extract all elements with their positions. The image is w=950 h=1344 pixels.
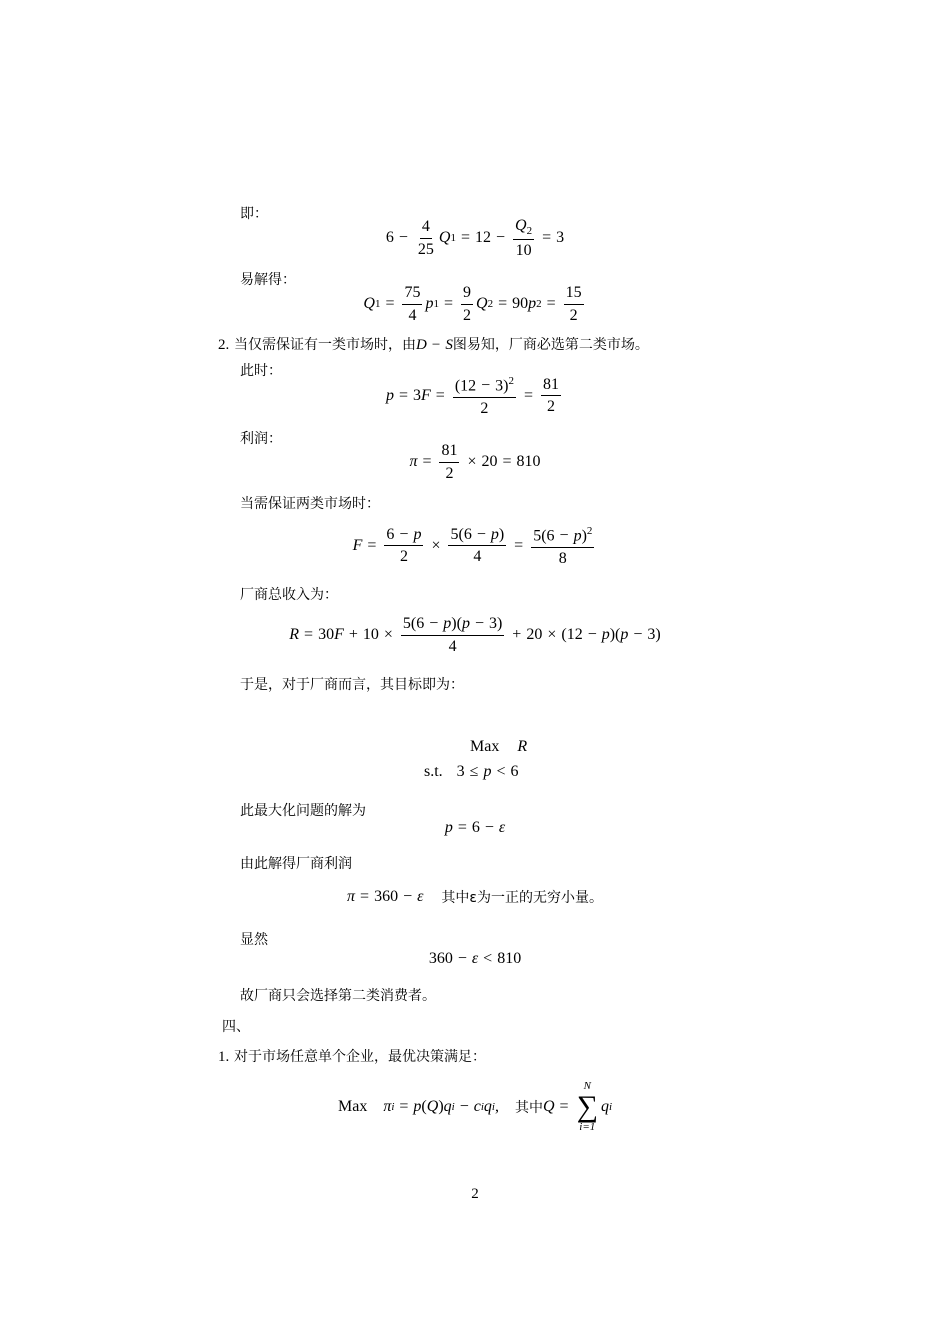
page-number-text: 2 (471, 1185, 479, 1202)
item-2: 2. 当仅需保证有一类市场时，由 D − S 图易知，厂商必选第二类市场。 (218, 337, 649, 353)
item-1-text: 对于市场任意单个企业，最优决策满足： (234, 1049, 487, 1065)
label-obviously: 显然 (240, 932, 268, 948)
equation-comparison: 360 − ε < 810 (428, 950, 522, 967)
summation-symbol: N ∑ i=1 (576, 1080, 598, 1133)
label-objective: 于是，对于厂商而言，其目标即为： (240, 677, 464, 693)
page-number (0, 1184, 950, 1204)
section-four-heading: 四、 (222, 1019, 250, 1035)
max-operator-2: Max (337, 1098, 368, 1115)
where-label: 其中 (514, 1100, 543, 1116)
subject-to: s.t. (424, 763, 443, 780)
epsilon-note: 其中ε为一正的无穷小量。 (441, 890, 603, 906)
equation-revenue: R = 30 F + 10 × $\frac{5(6 - p)(p - 3)}{4}$ + 20 × (12 − p )( p − 3) (289, 614, 661, 655)
label-li-run: 利润： (240, 431, 282, 447)
label-conclusion: 故厂商只会选择第二类消费者。 (240, 988, 436, 1004)
item-2-text-b: 图易知，厂商必选第二类市场。 (452, 337, 649, 353)
equation-final-profit: π = 360 − ε 其中ε为一正的无穷小量。 (347, 888, 603, 906)
label-total-revenue: 厂商总收入为： (240, 587, 338, 603)
equation-fee: F = $\frac{6 - p}{2}$ × $\frac{5(6 - p)}{4}$ = $\frac{5(6 - p)^2}{8}$ (352, 524, 593, 567)
equation-solution: Q 1 = $\frac{75}{4}$ p 1 = $\frac{9}{2}$ Q 2 = 90 p 2 = $\frac{15}{2}$ (363, 283, 582, 324)
item-2-number: 2. (218, 337, 230, 353)
item-2-text-a: 当仅需保证有一类市场时，由 (234, 337, 417, 353)
equation-firm-objective: Max π i = p ( Q ) q i − c i q i , 其中 Q = N ∑ i=1 q i (337, 1080, 613, 1133)
item-1 (218, 1046, 486, 1066)
equation-price: p = 3 F = $\frac{(12 - 3)^2}{2}$ = $\frac{81}{2}$ (385, 374, 560, 417)
item-1-number: 1. (218, 1049, 230, 1065)
equation-p-solution: p = 6 − ε (444, 819, 506, 836)
label-profit-from: 由此解得厂商利润 (240, 856, 352, 872)
label-solution: 此最大化问题的解为 (240, 803, 366, 819)
label-two-markets: 当需保证两类市场时： (240, 496, 380, 512)
label-yi-jie-de: 易解得： (240, 272, 296, 288)
optimization-problem: Max R s.t. 3 ≤ p < 6 (424, 738, 528, 780)
label-ci-shi: 此时： (240, 363, 282, 379)
label-ji: 即： (240, 206, 268, 222)
equation-first-order: 6 − $\frac{4}{25}$ Q 1 = 12 − $\frac{Q_2}{10}$ = 3 (385, 216, 565, 259)
max-operator: Max (470, 738, 500, 755)
equation-profit: π = $\frac{81}{2}$ × 20 = 810 (409, 441, 541, 482)
